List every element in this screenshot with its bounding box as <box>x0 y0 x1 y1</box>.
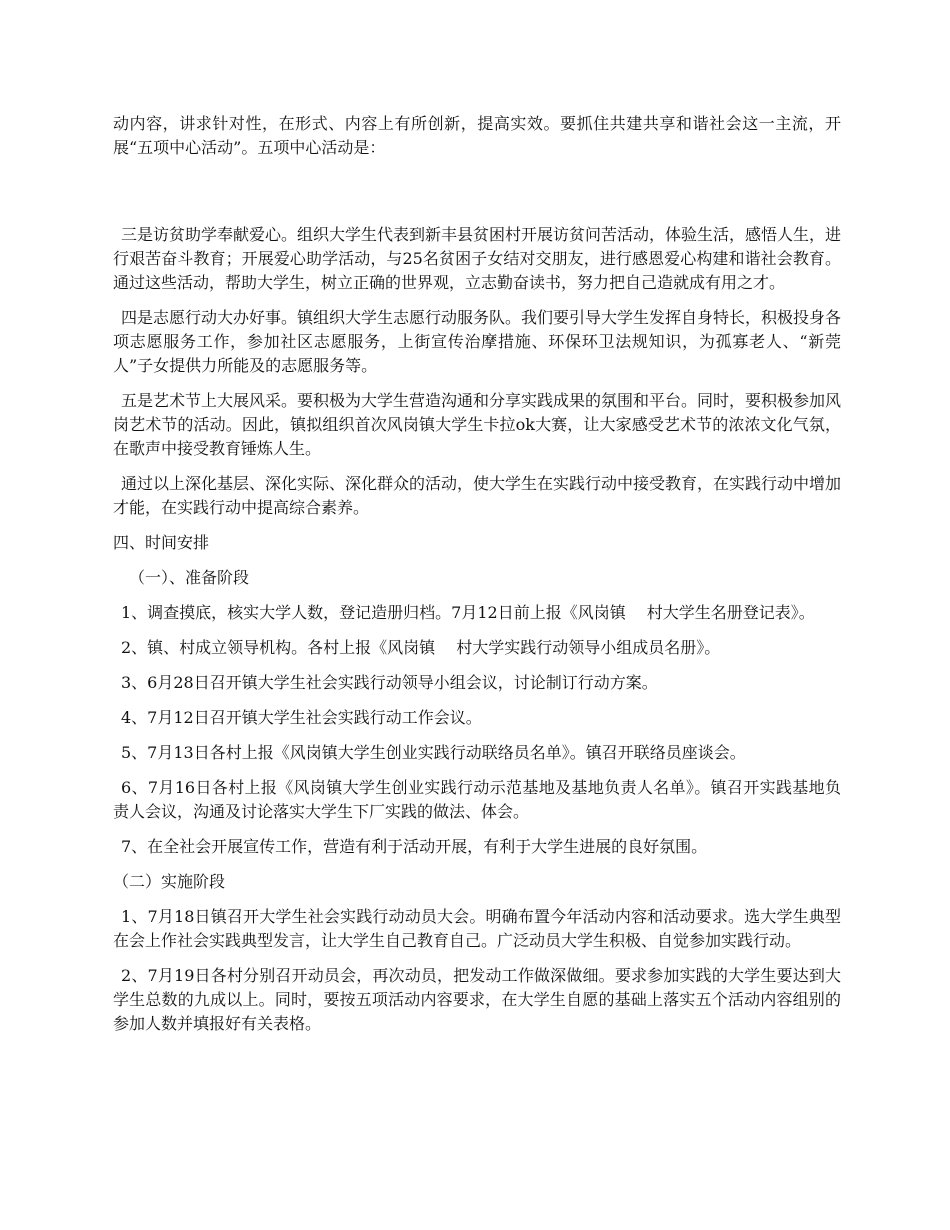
subheading-implementation: （二）实施阶段 <box>113 872 226 891</box>
paragraph-summary: 通过以上深化基层、深化实际、深化群众的活动，使大学生在实践行动中接受教育，在实践行动中增加才能，在实践行动中提高综合素养。 <box>113 474 842 517</box>
prep-item-5: 5、7月13日各村上报《风岗镇大学生创业实践行动联络员名单》。镇召开联络员座谈会。 <box>121 743 746 762</box>
paragraph-activity-4: 四是志愿行动大办好事。镇组织大学生志愿行动服务队。我们要引导大学生发挥自身特长，积极投身各项志愿服务工作，参加社区志愿服务，上街宣传治摩措施、环保环卫法规知识，为孤寡老人、“新莞人”子女提供力所能及的志愿服务等。 <box>113 308 842 375</box>
prep-item-2: 2、镇、村成立领导机构。各村上报《风岗镇 村大学实践行动领导小组成员名册》。 <box>121 638 721 657</box>
paragraph-intro: 动内容，讲求针对性，在形式、内容上有所创新，提高实效。要抓住共建共享和谐社会这一主流，开展“五项中心活动”。五项中心活动是： <box>113 114 841 157</box>
prep-item-3: 3、6月28日召开镇大学生社会实践行动领导小组会议，讨论制订行动方案。 <box>121 673 658 692</box>
prep-item-7: 7、在全社会开展宣传工作，营造有利于活动开展，有利于大学生进展的良好氛围。 <box>121 837 708 856</box>
blank-space <box>113 171 841 223</box>
section-heading-schedule: 四、时间安排 <box>113 533 210 552</box>
prep-item-4: 4、7月12日召开镇大学生社会实践行动工作会议。 <box>121 708 482 727</box>
paragraph-activity-5: 五是艺术节上大展风采。要积极为大学生营造沟通和分享实践成果的氛围和平台。同时，要积极参加风岗艺术节的活动。因此，镇拟组织首次风岗镇大学生卡拉ok大赛，让大家感受艺术节的浓浓文化气氛，在歌声中接受教育锤炼人生。 <box>113 391 842 458</box>
prep-item-6: 6、7月16日各村上报《风岗镇大学生创业实践行动示范基地及基地负责人名单》。镇召开实践基地负责人会议，沟通及讨论落实大学生下厂实践的做法、体会。 <box>113 778 841 821</box>
paragraph-activity-3: 三是访贫助学奉献爱心。组织大学生代表到新丰县贫困村开展访贫问苦活动，体验生活，感悟人生，进行艰苦奋斗教育；开展爱心助学活动，与25名贫困子女结对交朋友，进行感恩爱心构建和谐社会教育。通过这些活动，帮助大学生，树立正确的世界观，立志勤奋读书，努力把自己造就成有用之才。 <box>113 225 842 292</box>
subheading-preparation: （一）、准备阶段 <box>129 568 250 587</box>
impl-item-1: 1、7月18日镇召开大学生社会实践行动动员大会。明确布置今年活动内容和活动要求。选大学生典型在会上作社会实践典型发言，让大学生自己教育自己。广泛动员大学生积极、自觉参加实践行动。 <box>113 907 841 950</box>
impl-item-2: 2、7月19日各村分别召开动员会，再次动员，把发动工作做深做细。要求参加实践的大学生要达到大学生总数的九成以上。同时，要按五项活动内容要求，在大学生自愿的基础上落实五个活动内容组别的参加人数并填报好有关表格。 <box>113 966 841 1033</box>
prep-item-1: 1、调查摸底，核实大学人数，登记造册归档。7月12日前上报《风岗镇 村大学生名册登记表》。 <box>121 603 815 622</box>
document-body <box>113 112 841 1047</box>
